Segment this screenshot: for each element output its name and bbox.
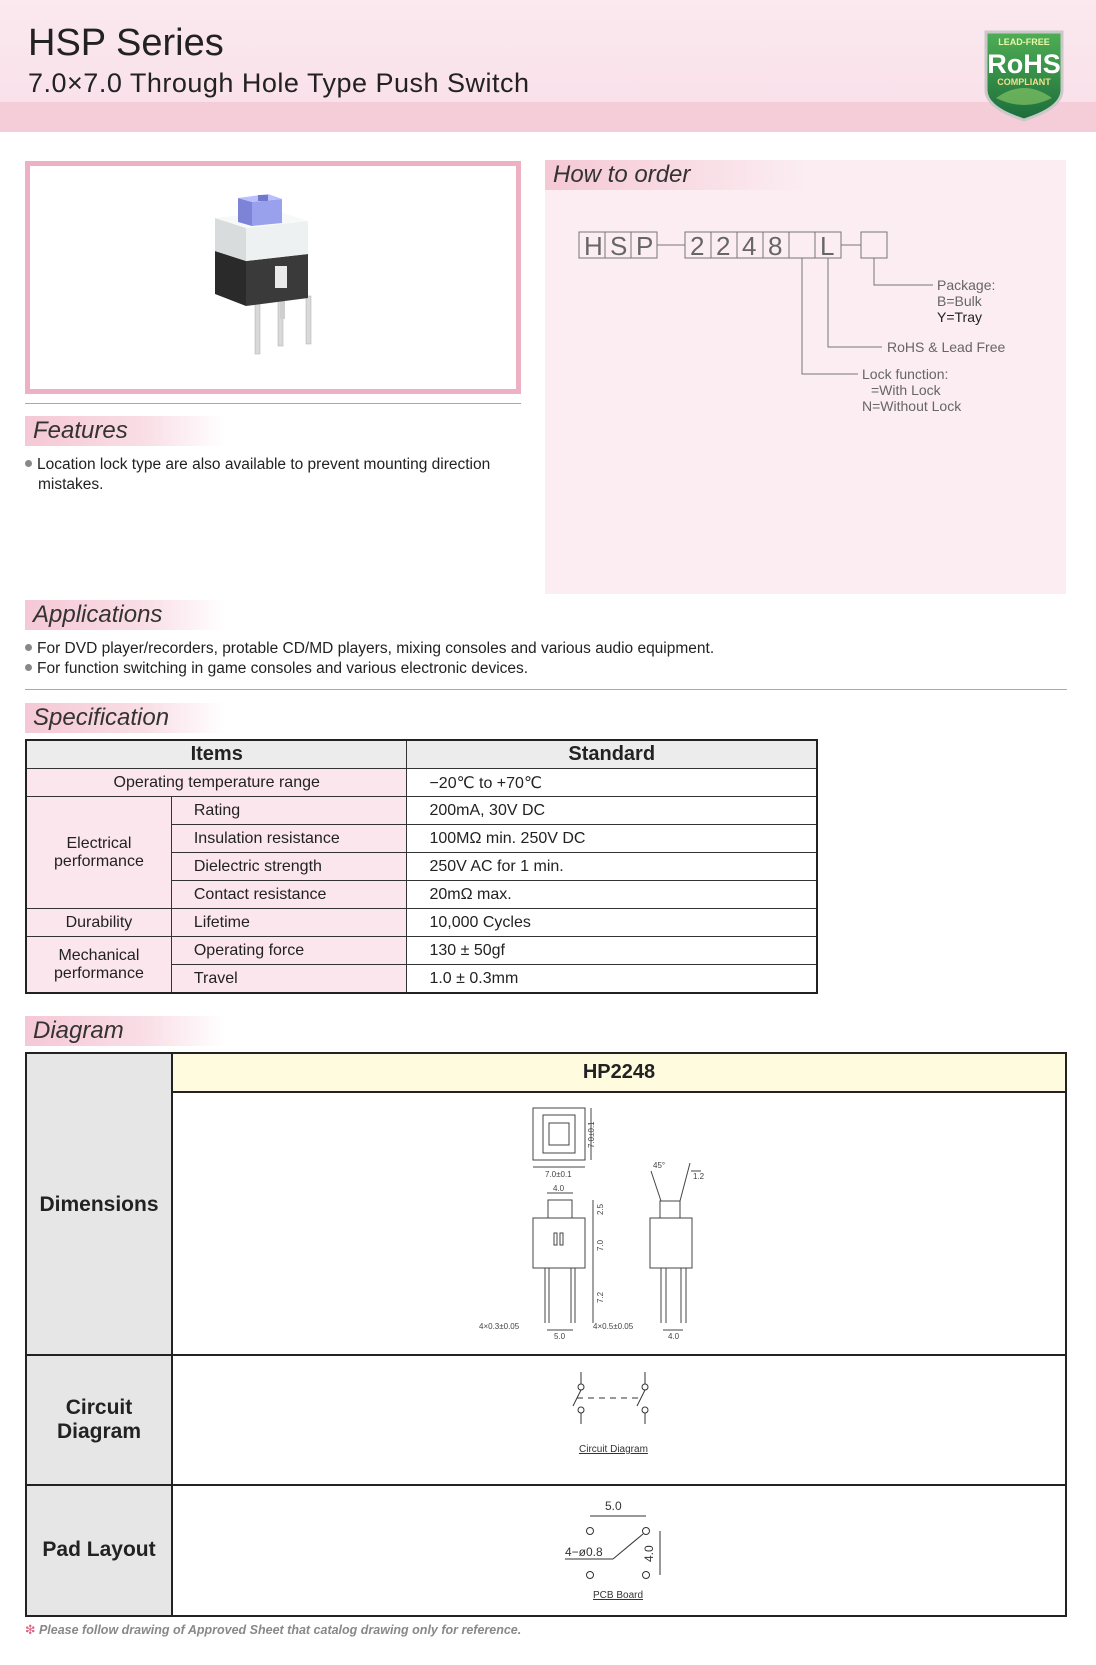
group-electrical: Electrical performance bbox=[26, 797, 171, 909]
diagram-table bbox=[25, 1052, 1067, 1617]
spec-value: 20mΩ max. bbox=[407, 881, 817, 909]
code-box-3: P bbox=[636, 231, 654, 261]
bullet-icon bbox=[25, 644, 32, 651]
divider bbox=[25, 403, 521, 404]
features-heading: Features bbox=[25, 416, 225, 446]
dim-top-w: 7.0±0.1 bbox=[545, 1170, 572, 1179]
rohs-option: RoHS & Lead Free bbox=[887, 339, 1006, 355]
table-row bbox=[26, 797, 817, 825]
col-items: Items bbox=[26, 740, 407, 769]
spec-value: 10,000 Cycles bbox=[407, 909, 817, 937]
feature-item: Location lock type are also available to prevent mounting direction bbox=[25, 456, 490, 474]
application-item: For DVD player/recorders, protable CD/MD players, mixing consoles and various audio equipment. bbox=[25, 640, 714, 658]
dimensions-drawing bbox=[173, 1093, 1065, 1355]
order-code-diagram bbox=[545, 220, 1066, 420]
spec-item: Dielectric strength bbox=[171, 853, 407, 881]
circuit-diagram bbox=[173, 1356, 1065, 1484]
circuit-caption: Circuit Diagram bbox=[579, 1444, 648, 1455]
application-item: For function switching in game consoles and various electronic devices. bbox=[25, 660, 528, 678]
code-box-6: 4 bbox=[742, 231, 757, 261]
code-box-2: S bbox=[610, 231, 628, 261]
product-photo-frame bbox=[25, 161, 521, 394]
row-label-circuit: Circuit Diagram bbox=[27, 1355, 173, 1485]
page-title: HSP Series bbox=[28, 22, 224, 64]
divider bbox=[25, 689, 1067, 690]
asterisk-icon: ❇ bbox=[25, 1623, 36, 1637]
feature-item-continued: mistakes. bbox=[38, 476, 104, 493]
dim-top-h: 7.0±0.1 bbox=[587, 1121, 596, 1148]
group-mechanical: Mechanical performance bbox=[26, 937, 171, 994]
lock-label: Lock function: bbox=[862, 366, 949, 382]
spec-item: Lifetime bbox=[171, 909, 407, 937]
package-label: Package: bbox=[937, 277, 996, 293]
rohs-badge bbox=[982, 28, 1066, 122]
dim-cap-w: 4.0 bbox=[553, 1184, 565, 1193]
page-header bbox=[0, 0, 1096, 132]
spec-item: Contact resistance bbox=[171, 881, 407, 909]
lock-without: N=Without Lock bbox=[862, 398, 962, 414]
specification-heading: Specification bbox=[25, 703, 225, 733]
rohs-text: RoHS bbox=[987, 49, 1061, 79]
bullet-icon bbox=[25, 460, 32, 467]
lock-with: =With Lock bbox=[871, 382, 941, 398]
applications-heading: Applications bbox=[25, 600, 225, 630]
spec-item: Travel bbox=[171, 965, 407, 994]
code-box-1: H bbox=[584, 231, 603, 261]
specification-table bbox=[25, 739, 818, 994]
col-standard: Standard bbox=[407, 740, 817, 769]
pad-pitch-x: 5.0 bbox=[605, 1499, 622, 1513]
spec-item: Rating bbox=[171, 797, 407, 825]
group-durability: Durability bbox=[26, 909, 171, 937]
dim-cap-h: 2.5 bbox=[596, 1203, 605, 1215]
table-row bbox=[26, 769, 817, 797]
bullet-icon bbox=[25, 664, 32, 671]
pad-holes: 4−ø0.8 bbox=[565, 1545, 603, 1559]
row-label-pad: Pad Layout bbox=[27, 1485, 173, 1615]
op-temp-value: −20℃ to +70℃ bbox=[407, 769, 817, 797]
table-row bbox=[26, 937, 817, 965]
package-bulk: B=Bulk bbox=[937, 293, 982, 309]
model-header: HP2248 bbox=[173, 1054, 1065, 1093]
code-box-5: 2 bbox=[716, 231, 731, 261]
diagram-heading: Diagram bbox=[25, 1016, 225, 1046]
how-to-order-heading: How to order bbox=[545, 160, 805, 190]
dim-body-h: 7.0 bbox=[596, 1239, 605, 1251]
dim-pins-right: 4×0.5±0.05 bbox=[593, 1322, 634, 1331]
page-subtitle: 7.0×7.0 Through Hole Type Push Switch bbox=[28, 68, 530, 98]
spec-value: 250V AC for 1 min. bbox=[407, 853, 817, 881]
spec-value: 100MΩ min. 250V DC bbox=[407, 825, 817, 853]
dim-pitch-left: 5.0 bbox=[554, 1332, 566, 1341]
package-tray: Y=Tray bbox=[937, 309, 982, 325]
spec-item: Insulation resistance bbox=[171, 825, 407, 853]
spec-value: 200mA, 30V DC bbox=[407, 797, 817, 825]
footnote: ❇ Please follow drawing of Approved Sheet that catalog drawing only for reference. bbox=[25, 1623, 522, 1637]
dim-pins-left: 4×0.3±0.05 bbox=[479, 1322, 520, 1331]
table-header-row bbox=[26, 740, 817, 769]
spec-item: Operating force bbox=[171, 937, 407, 965]
push-switch-image bbox=[30, 166, 516, 389]
table-row bbox=[26, 909, 817, 937]
code-box-4: 2 bbox=[690, 231, 705, 261]
dim-tip: 1.2 bbox=[693, 1172, 705, 1181]
header-band bbox=[0, 102, 1096, 132]
row-label-dimensions: Dimensions bbox=[27, 1054, 173, 1355]
spec-value: 1.0 ± 0.3mm bbox=[407, 965, 817, 994]
code-box-7: 8 bbox=[768, 231, 783, 261]
pad-layout-drawing bbox=[173, 1486, 1065, 1614]
dim-pin-h: 7.2 bbox=[596, 1291, 605, 1303]
dim-pitch-right: 4.0 bbox=[668, 1332, 680, 1341]
pad-caption: PCB Board bbox=[593, 1590, 644, 1601]
svg-text:LEAD-FREE: LEAD-FREE bbox=[998, 37, 1050, 47]
spec-value: 130 ± 50gf bbox=[407, 937, 817, 965]
svg-text:COMPLIANT: COMPLIANT bbox=[997, 77, 1051, 87]
code-box-8: L bbox=[820, 231, 835, 261]
dim-angle: 45° bbox=[653, 1161, 666, 1170]
pad-pitch-y: 4.0 bbox=[642, 1545, 656, 1562]
op-temp-label: Operating temperature range bbox=[26, 769, 407, 797]
